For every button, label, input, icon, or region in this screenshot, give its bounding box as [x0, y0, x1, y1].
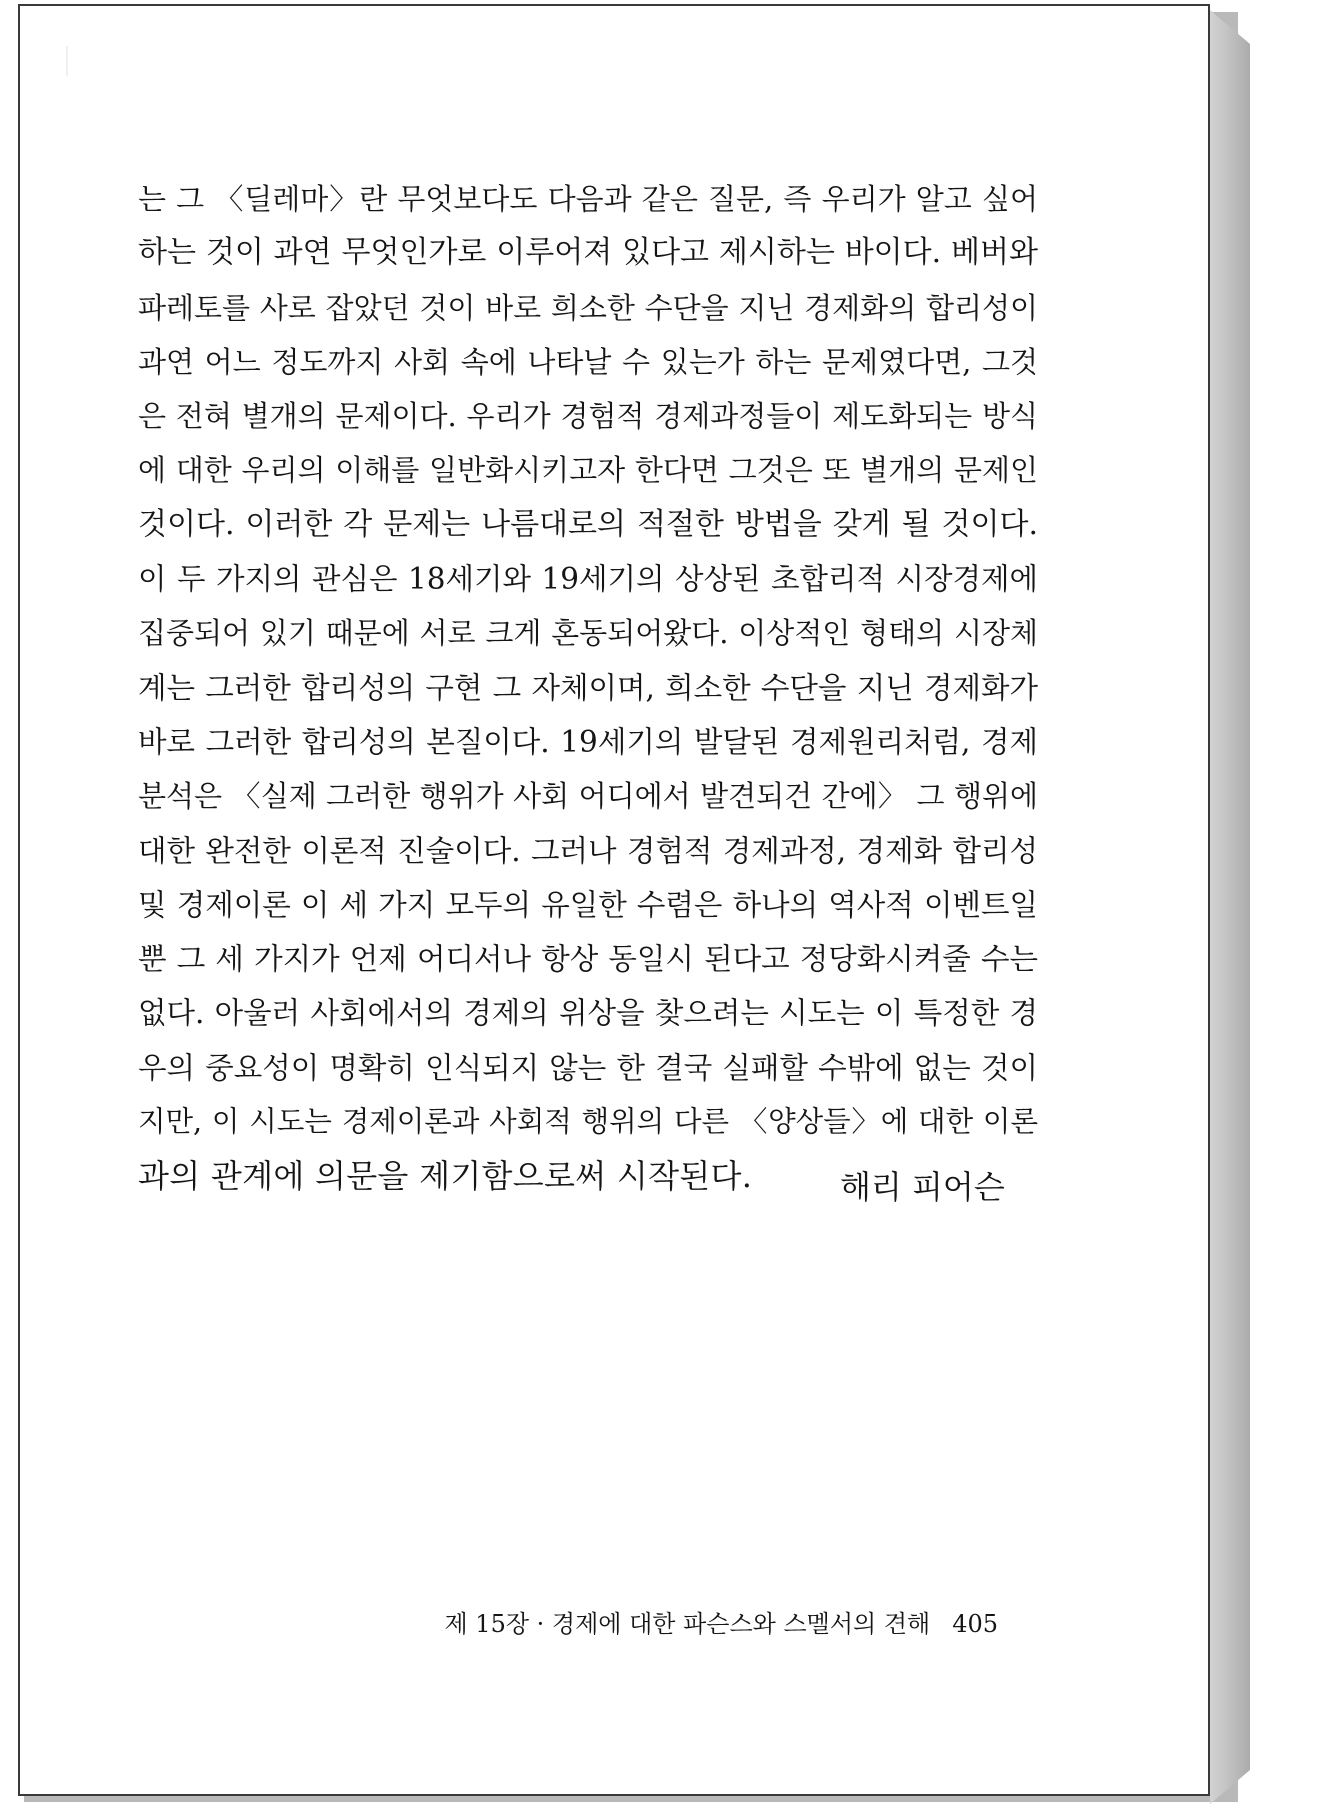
- book: [18, 4, 1240, 1802]
- page-mark: [66, 46, 68, 76]
- text-line: 하는 것이 과연 무엇인가로 이루어져 있다고 제시하는 바이다. 베버와: [138, 235, 1038, 271]
- text-line: 뿐 그 세 가지가 언제 어디서나 항상 동일시 된다고 정당화시켜줄 수는: [138, 942, 1038, 977]
- text-line: 이 두 가지의 관심은 18세기와 19세기의 상상된 초합리적 시장경제에: [138, 562, 1038, 597]
- text-line: 대한 완전한 이론적 진술이다. 그러나 경험적 경제과정, 경제화 합리성: [138, 833, 1038, 868]
- text-line: 분석은 〈실제 그러한 행위가 사회 어디에서 발견되건 간에〉 그 행위에: [138, 779, 1038, 814]
- text-line: 집중되어 있기 때문에 서로 크게 혼동되어왔다. 이상적인 형태의 시장체: [138, 616, 1038, 651]
- text-line: 바로 그러한 합리성의 본질이다. 19세기의 발달된 경제원리처럼, 경제: [138, 724, 1038, 759]
- author-signature: 해리 피어슨: [840, 1168, 1005, 1206]
- text-line: 및 경제이론 이 세 가지 모두의 유일한 수렴은 하나의 역사적 이벤트일: [138, 887, 1038, 922]
- text-line: 지만, 이 시도는 경제이론과 사회적 행위의 다른 〈양상들〉에 대한 이론: [138, 1105, 1038, 1139]
- text-line: 은 전혀 별개의 문제이다. 우리가 경험적 경제과정들이 제도화되는 방식: [138, 399, 1038, 434]
- running-footer: [444, 1604, 998, 1639]
- text-line: 과의 관계에 의문을 제기함으로써 시작된다.: [138, 1157, 753, 1196]
- text-line: 과연 어느 정도까지 사회 속에 나타날 수 있는가 하는 문제였다면, 그것: [138, 344, 1038, 379]
- text-line: 우의 중요성이 명확히 인식되지 않는 한 결국 실패할 수밖에 없는 것이: [138, 1050, 1038, 1085]
- text-line: 는 그 〈딜레마〉란 무엇보다도 다음과 같은 질문, 즉 우리가 알고 싶어: [138, 182, 1038, 216]
- text-line: 파레토를 사로 잡았던 것이 바로 희소한 수단을 지닌 경제화의 합리성이: [138, 290, 1038, 325]
- text-line: 에 대한 우리의 이해를 일반화시키고자 한다면 그것은 또 별개의 문제인: [138, 453, 1038, 488]
- text-line: 것이다. 이러한 각 문제는 나름대로의 적절한 방법을 갖게 될 것이다.: [138, 506, 1038, 542]
- page-number: 405: [952, 1610, 998, 1638]
- book-page: [18, 4, 1210, 1796]
- page-stack-edge: [1210, 4, 1250, 1804]
- text-line: 없다. 아울러 사회에서의 경제의 위상을 찾으려는 시도는 이 특정한 경: [138, 996, 1038, 1031]
- body-text: [138, 172, 1038, 1204]
- text-line: 계는 그러한 합리성의 구현 그 자체이며, 희소한 수단을 지닌 경제화가: [138, 670, 1038, 705]
- chapter-title: 제 15장 · 경제에 대한 파슨스와 스멜서의 견해: [444, 1610, 931, 1638]
